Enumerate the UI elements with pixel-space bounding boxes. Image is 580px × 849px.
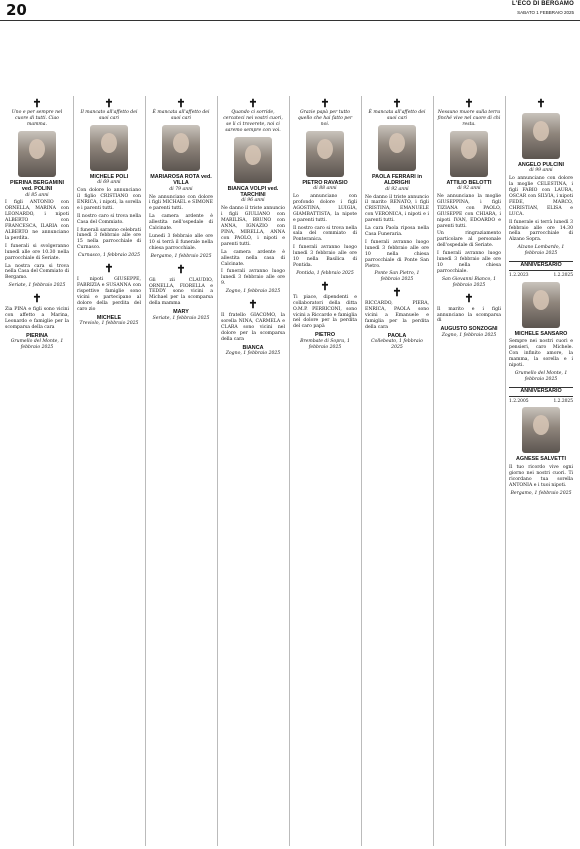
obituary-notice xyxy=(77,98,141,259)
newspaper-name: L'ECO DI BERGAMO xyxy=(512,1,574,7)
deceased-age: di 88 anni xyxy=(313,186,337,192)
notice-quote: Grazie papà per tutto quello che hai fatto per noi. xyxy=(297,110,353,127)
column-divider xyxy=(145,96,146,846)
deceased-name: MICHELE POLI xyxy=(89,173,129,180)
notice-place-date: Pontida, 1 febbraio 2025 xyxy=(296,270,354,276)
column-4 xyxy=(221,98,285,846)
column-divider xyxy=(361,96,362,846)
deceased-name: PAOLA FERRARI in ALDRIGHI xyxy=(371,173,422,187)
column-2 xyxy=(77,98,141,846)
notice-paragraph: La camera ardente è allestita nell'ospedale di Calcinate. xyxy=(149,214,213,232)
anniversary-notice xyxy=(509,387,573,497)
obituary-notice xyxy=(5,293,69,351)
notice-place-date: Treviolo, 1 febbraio 2025 xyxy=(79,320,139,326)
portrait-photo xyxy=(522,113,560,159)
page-header xyxy=(0,0,580,21)
column-6 xyxy=(365,98,429,846)
anniversary-date: 1.2.2025 xyxy=(553,398,573,404)
notice-paragraph: Ne annunciano con dolore i figli MICHAEL e SIMONE e parenti tutti. xyxy=(149,194,213,212)
page-number: 20 xyxy=(6,1,27,19)
anniversary-notice xyxy=(509,261,573,383)
cross-icon: ✝ xyxy=(248,298,258,312)
notice-place-date: Brembate di Sopra, 1 febbraio 2025 xyxy=(300,338,350,350)
notice-paragraph: Un ringraziamento particolare al personale dell'ospedale di Seriate. xyxy=(437,231,501,249)
cross-icon: ✝ xyxy=(392,98,402,110)
obituary-notice xyxy=(293,98,357,277)
deceased-age: di 99 anni xyxy=(529,168,553,174)
column-5 xyxy=(293,98,357,846)
cross-icon: ✝ xyxy=(248,98,258,110)
deceased-name: BIANCA xyxy=(242,344,264,351)
cross-icon: ✝ xyxy=(176,98,186,110)
notice-paragraph: Con dolore lo annunciano il figlio CRISTIANO con ENRICA, i nipoti, la sorella e i parenti tutti. xyxy=(77,188,141,211)
notice-paragraph: Il fratello GIACOMO, la sorella NINA, CARMELA e CLARA sono vicini nel dolore per la scomparsa della cara xyxy=(221,313,285,342)
issue-date: SABATO 1 FEBBRAIO 2025 xyxy=(517,10,574,15)
notice-paragraph: Lo annunciano con dolore la moglie CELESTINA, i figli FABIO con LAURA, OSCAR con SILVIA, i nipoti FEDE, MARCO, CHRISTIAN, ELISA e LUCA. xyxy=(509,176,573,217)
column-divider xyxy=(433,96,434,846)
anniversary-text: Sempre nei nostri cuori e pensieri, caro Michele. Con infinito amore, la mamma, la sorella e i nipoti. xyxy=(509,339,573,368)
anniversary-date: 1.2.2025 xyxy=(553,273,573,278)
notice-paragraph: I figli ANTONIO con ORNELLA, MARINA con LEONARDO, i nipoti ALBERTO con FRANCESCA, ILARIA con ALBERTO ne annunciano la perdita. xyxy=(5,200,69,241)
notice-paragraph: Lunedì 3 febbraio alle ore 10 si terrà il funerale nella chiesa parrocchiale. xyxy=(149,233,213,251)
portrait-photo xyxy=(18,131,56,177)
deceased-name: MICHELE SANSARO xyxy=(514,330,568,337)
notice-paragraph: Gli zii CLAUDIO, ORNELLA, FIORELLA e TEDDY sono vicini a Michael per la scomparsa della mamma xyxy=(149,277,213,307)
portrait-photo xyxy=(234,137,272,183)
anniversary-text: Il tuo ricordo vive ogni giorno nei nostri cuori. Ti ricordano tua sorella ANTONIA e i tuoi nipoti. xyxy=(509,464,573,488)
portrait-photo xyxy=(450,131,488,177)
notice-place-date: Alzano Lombardo, 1 febbraio 2025 xyxy=(517,245,565,257)
deceased-name: MARY xyxy=(173,309,189,316)
notice-place-date: Seriate, 1 febbraio 2025 xyxy=(152,315,210,321)
column-3 xyxy=(149,98,213,846)
portrait-photo xyxy=(90,125,128,171)
deceased-name: AUGUSTO SONZOGNI xyxy=(440,326,498,333)
anniversary-title: ANNIVERSARIO xyxy=(509,261,573,271)
anniversary-date: 1.2.2005 xyxy=(509,398,529,404)
deceased-name: ATTILIO BELOTTI xyxy=(446,179,492,186)
portrait-photo xyxy=(522,407,560,453)
portrait-photo xyxy=(162,125,200,171)
obituary-notice xyxy=(149,98,213,260)
deceased-name: PIETRO xyxy=(314,332,336,339)
column-8 xyxy=(509,98,573,846)
obituary-notice xyxy=(149,264,213,322)
deceased-name: MICHELE xyxy=(96,314,122,321)
notice-place-date: San Giovanni Bianco, 1 febbraio 2025 xyxy=(441,276,497,288)
cross-icon: ✝ xyxy=(392,286,402,300)
deceased-age: di 69 anni xyxy=(97,180,121,186)
deceased-name: PIETRO RAVASIO xyxy=(302,179,348,186)
notice-quote: Nessuno muore sulla terra finché vive nel cuore di chi resta. xyxy=(437,110,501,127)
notice-paragraph: Il marito e i figli annunciano la scomparsa di xyxy=(437,306,501,324)
deceased-name: PIERINA xyxy=(26,332,48,339)
notice-place-date: Grumello del Monte, 1 febbraio 2025 xyxy=(514,370,568,382)
notice-place-date: Collebeato, 1 febbraio 2025 xyxy=(371,339,423,351)
obituary-notice xyxy=(221,98,285,295)
portrait-photo xyxy=(378,125,416,171)
notice-paragraph: I nipoti GIUSEPPE, FABRIZIA e SUSANNA con rispettive famiglie sono vicini e partecipano al dolore della perdita del caro zio xyxy=(77,277,141,312)
notice-place-date: Zogno, 1 febbraio 2025 xyxy=(225,350,281,356)
obituary-notice xyxy=(221,299,285,357)
notice-paragraph: Il nostro caro si trova nella Casa del Commiato. xyxy=(77,213,141,225)
notice-place-date: Ponte San Pietro, 1 febbraio 2025 xyxy=(374,271,420,283)
deceased-name: MARIAROSA ROTA ved. VILLA xyxy=(150,173,212,187)
notice-place-date: Bergamo, 1 febbraio 2025 xyxy=(150,253,212,259)
column-divider xyxy=(217,96,218,846)
notice-quote: Uno e per sempre nel cuore di tutti. Ciao mamma. xyxy=(11,110,63,127)
deceased-age: di 96 anni xyxy=(241,198,265,204)
notice-place-date: Zogno, 1 febbraio 2025 xyxy=(441,332,497,338)
notice-place-date: Bergamo, 1 febbraio 2025 xyxy=(510,490,572,496)
obituary-notice xyxy=(365,287,429,351)
deceased-name: ANGELO PULCINI xyxy=(517,162,565,168)
notice-paragraph: Ti piace, dipendenti e collaboratori della ditta O.M.P. PERRICONI, sono vicini a Riccardo e famiglia nel dolore per la perdita del caro papà xyxy=(293,294,357,330)
deceased-name: PAOLA xyxy=(387,332,407,339)
column-1 xyxy=(5,98,69,846)
obituary-notice xyxy=(437,98,501,289)
notice-quote: Il mancato all'affetto dei suoi cari xyxy=(80,110,138,121)
notice-paragraph: Zia PINA e figli sono vicini con affetto a Marina, Leonardo e famiglie per la scomparsa della cara xyxy=(5,307,69,330)
deceased-age: di 85 anni xyxy=(25,192,49,198)
deceased-age: di 79 anni xyxy=(169,186,193,192)
notice-paragraph: I funerali avranno luogo lunedì 3 febbraio alle ore 9. xyxy=(221,269,285,287)
notice-paragraph: Il funerale si terrà lunedì 3 febbraio alle ore 14.30 nella parrocchiale di Alzano Sopra. xyxy=(509,219,573,243)
anniversary-dates xyxy=(509,273,573,279)
notice-paragraph: Ne danno il triste annuncio i figli GIULIANO con MARILISA, BRUNO con ANNA, IGNAZIO con PINA, MIRELLA, ANNA con PAOLO, i nipoti e parenti tutti. xyxy=(221,206,285,247)
notice-paragraph: I funerali avranno luogo lunedì 3 febbraio alle ore 10 nella Basilica di Pontida. xyxy=(293,245,357,268)
notice-quote: È mancata all'affetto dei suoi cari xyxy=(368,110,426,121)
notice-paragraph: I funerali saranno celebrati lunedì 3 febbraio alle ore 15 nella parrocchiale di Curnasco. xyxy=(77,227,141,251)
cross-icon: ✝ xyxy=(536,98,546,110)
notice-paragraph: La nostra cara si trova nella Casa del Commiato di Bergamo. xyxy=(5,263,69,281)
cross-icon: ✝ xyxy=(176,262,186,276)
cross-icon: ✝ xyxy=(32,292,42,306)
obituary-notice xyxy=(77,263,141,327)
column-divider xyxy=(289,96,290,846)
deceased-age: di 92 anni xyxy=(385,186,409,192)
cross-icon: ✝ xyxy=(104,262,114,276)
notice-paragraph: I funerali avranno luogo lunedì 3 febbraio alle ore 10 nella chiesa parrocchiale. xyxy=(437,251,501,274)
notice-paragraph: RICCARDO, PIERA, ENRICA, PAOLA sono vicini a Emanuele e famiglia per la perdita della cara xyxy=(365,301,429,330)
obituary-notice xyxy=(293,281,357,351)
obituary-notice xyxy=(365,98,429,283)
anniversary-date: 1.2.2023 xyxy=(509,273,529,278)
cross-icon: ✝ xyxy=(464,291,474,305)
notice-paragraph: Ne danno il triste annuncio il marito RENATO, i figli CRISTINA, EMANUELE con VERONICA, i nipoti e i parenti tutti. xyxy=(365,194,429,224)
obituary-notice xyxy=(437,293,501,339)
column-7 xyxy=(437,98,501,846)
anniversary-title: ANNIVERSARIO xyxy=(509,387,573,397)
obituary-notice xyxy=(509,98,573,257)
notice-place-date: Seriate, 1 febbraio 2025 xyxy=(8,283,66,289)
notice-paragraph: La camera ardente è allestita nella casa di Calcinate. xyxy=(221,249,285,267)
notice-place-date: Curnasco, 1 febbraio 2025 xyxy=(78,253,140,259)
deceased-name: PIERINA BERGAMINI ved. POLINI xyxy=(9,179,64,193)
cross-icon: ✝ xyxy=(320,98,330,110)
cross-icon: ✝ xyxy=(32,98,42,110)
cross-icon: ✝ xyxy=(320,279,330,293)
column-divider xyxy=(73,96,74,846)
notice-paragraph: Il nostro caro si trova nella sala del commiato di Ponteranica. xyxy=(293,225,357,243)
deceased-age: di 92 anni xyxy=(457,186,481,192)
cross-icon: ✝ xyxy=(464,98,474,110)
notice-paragraph: Lo annunciano con profondo dolore i figli AGOSTINA, LUIGIA, GIAMBATTISTA, la nipote e parenti tutti. xyxy=(293,194,357,223)
notice-paragraph: La cara Paola riposa nella Casa Funeraria. xyxy=(365,226,429,237)
portrait-photo xyxy=(522,282,560,328)
notice-paragraph: I funerali avranno luogo lunedì 3 febbraio alle ore 10 nella chiesa parrocchiale di Ponte San Pietro. xyxy=(365,239,429,269)
cross-icon: ✝ xyxy=(104,98,114,110)
notice-quote: Quando ci sorride, cercateci nei vostri cuori, se li ci troverete, noi ci saremo sempre con voi. xyxy=(223,110,283,133)
anniversary-dates xyxy=(509,399,573,405)
notice-paragraph: I funerali si svolgeranno lunedì alle ore 10.30 nella parrocchiale di Seriate. xyxy=(5,243,69,261)
notice-place-date: Grumello del Monte, 1 febbraio 2025 xyxy=(10,339,64,351)
deceased-name: BIANCA VOLPI ved. TARCHINI xyxy=(227,185,279,199)
column-divider xyxy=(505,96,506,846)
portrait-photo xyxy=(306,131,344,177)
deceased-name: AGNESE SALVETTI xyxy=(516,456,566,463)
notice-quote: È mancata all'affetto dei suoi cari xyxy=(152,110,210,121)
notice-paragraph: Ne annunciano la moglie GIUSEPPINA, i figli TIZIANA con PAOLO, GIUSEPPE con CHIARA, i nipoti IVAN, EDOARDO e parenti tutti. xyxy=(437,194,501,229)
notice-place-date: Zogno, 1 febbraio 2025 xyxy=(225,289,281,295)
obituary-notice xyxy=(5,98,69,289)
